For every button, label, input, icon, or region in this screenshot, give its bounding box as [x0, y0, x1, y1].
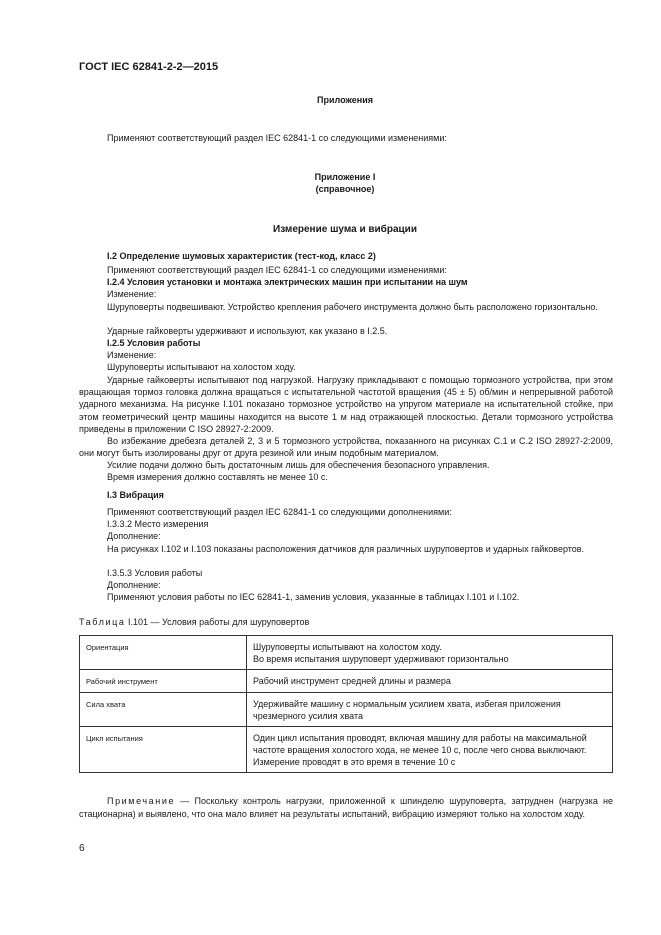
- addition-label-1: Дополнение:: [107, 531, 161, 541]
- change-label-1: Изменение:: [107, 289, 157, 299]
- table-cell-line: Шуруповерты испытывают на холостом ходу.: [253, 642, 442, 652]
- table-caption: [79, 617, 309, 627]
- table-row-value: [247, 670, 613, 693]
- screwdrivers-suspend-text: Шуруповерты подвешивают. Устройство крепления рабочего инструмента должно быть расположено горизонтально.: [107, 302, 598, 312]
- section-title: Приложения: [317, 95, 373, 105]
- table-caption-prefix: Таблица: [79, 617, 126, 627]
- table-row-value: [247, 727, 613, 773]
- table-cell-line: Один цикл испытания проводят, включая машину для работы на максимальной частоте вращения холостого хода, не менее 10 с, после чего снова выключают.: [253, 733, 587, 755]
- table-row-value: [247, 693, 613, 727]
- section-i353-title: I.3.5.3 Условия работы: [107, 568, 203, 578]
- table-row-label: Ориентация: [80, 636, 247, 670]
- table-row: [80, 670, 613, 693]
- table-cell-line: Во время испытания шуруповерт удерживают горизонтально: [253, 654, 509, 664]
- table-row-label: Сила хвата: [80, 693, 247, 727]
- table-row: [80, 727, 613, 773]
- annex-title: Приложение I: [314, 172, 376, 182]
- impact-load-text: Ударные гайковерты испытывают под нагрузкой. Нагрузку прикладывают с помощью тормозного устройства, при этом вращающая тормоз головка должна вращаться с испытательной частотой вращения (45 ± 5) об/мин и непрерывной работой ударного механизма. На рисунке I.101 показано тормозное устройство на упругом материале на испытательной стойке, при этом геометрический центр машины находится на высоте 1 м над отражающей плоскостью. Детали тормозного устройства приведены в приложении C ISO 28927-2:2009.: [79, 375, 613, 434]
- section-i2-text: Применяют соответствующий раздел IEC 62841-1 со следующими изменениями:: [107, 265, 447, 275]
- section-i3-title: I.3 Вибрация: [107, 490, 164, 500]
- section-i2-title: I.2 Определение шумовых характеристик (тест-код, класс 2): [107, 251, 376, 261]
- measurement-time-text: Время измерения должно составлять не менее 10 с.: [107, 472, 328, 482]
- apply-conditions-text: Применяют условия работы по IEC 62841-1, заменив условия, указанные в таблицах I.101 и I.102.: [107, 592, 520, 602]
- table-row: [80, 693, 613, 727]
- rattle-text: Во избежание дребезга деталей 2, 3 и 5 тормозного устройства, показанного на рисунках C.1 и C.2 ISO 28927-2:2009, они могут быть изолированы друг от друга резиной или иным подобным материалом.: [79, 436, 613, 459]
- table-caption-text: I.101 — Условия работы для шуруповертов: [125, 617, 310, 627]
- table-row-value: [247, 636, 613, 670]
- table-cell-line: Измерение проводят в это время в течение 10 с: [253, 757, 456, 767]
- table-cell-line: Рабочий инструмент средней длины и размера: [253, 676, 451, 686]
- main-title: Измерение шума и вибрации: [273, 224, 417, 235]
- section-i332-title: I.3.3.2 Место измерения: [107, 519, 209, 529]
- feed-force-text: Усилие подачи должно быть достаточным лишь для обеспечения безопасного управления.: [107, 460, 490, 470]
- section-i3-text: Применяют соответствующий раздел IEC 62841-1 со следующими дополнениями:: [107, 507, 452, 517]
- conditions-table: [79, 635, 613, 773]
- note-prefix: Примечание: [107, 796, 176, 806]
- screwdrivers-idle-text: Шуруповерты испытывают на холостом ходу.: [107, 362, 296, 372]
- annex-subtitle: (справочное): [315, 184, 375, 194]
- section-i25-title: I.2.5 Условия работы: [107, 338, 201, 348]
- impact-hold-text: Ударные гайковерты удерживают и используют, как указано в I.2.5.: [107, 326, 388, 336]
- document-header: ГОСТ IEC 62841-2-2—2015: [79, 61, 219, 73]
- intro-text: Применяют соответствующий раздел IEC 62841-1 со следующими изменениями:: [107, 133, 447, 143]
- note-text: — Поскольку контроль нагрузки, приложенной к шпинделю шуруповерта, затруднен (нагрузка не стационарна) и выявлено, что она мало влияет на результаты испытаний, вибрацию измеряют только на холостом ходу.: [79, 796, 613, 819]
- addition-label-2: Дополнение:: [107, 580, 161, 590]
- table-row-label: Рабочий инструмент: [80, 670, 247, 693]
- change-label-2: Изменение:: [107, 350, 157, 360]
- section-i24-title: I.2.4 Условия установки и монтажа электрических машин при испытании на шум: [107, 277, 468, 287]
- table-row: [80, 636, 613, 670]
- table-note: [79, 795, 613, 821]
- table-cell-line: Удерживайте машину с нормальным усилием хвата, избегая приложения чрезмерного усилия хвата: [253, 699, 561, 721]
- table-row-label: Цикл испытания: [80, 727, 247, 773]
- figures-text: На рисунках I.102 и I.103 показаны расположения датчиков для различных шуруповертов и ударных гайковертов.: [107, 544, 585, 554]
- page-number: 6: [79, 843, 85, 854]
